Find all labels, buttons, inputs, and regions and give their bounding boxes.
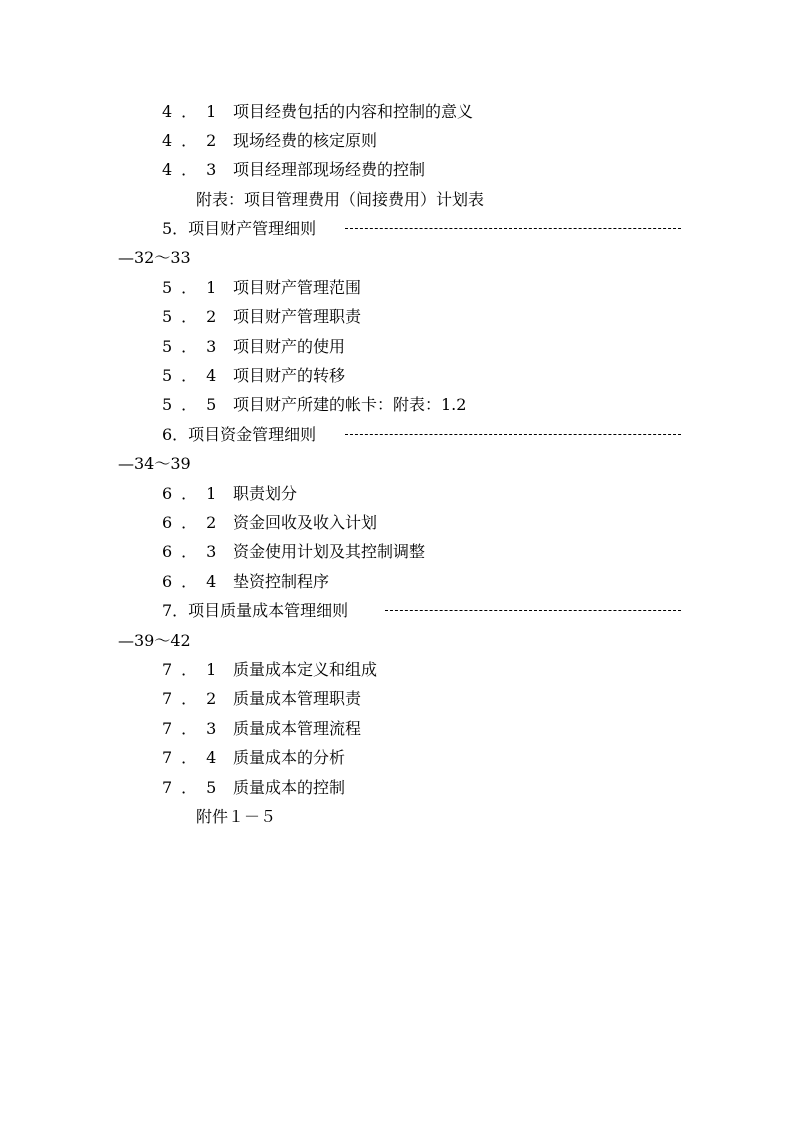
toc-item-number: 7．3: [162, 719, 226, 738]
toc-item-number: 5．2: [162, 307, 226, 326]
toc-item-text: 项目财产的使用: [233, 337, 346, 356]
toc-page-range: —39～42: [118, 631, 191, 650]
toc-item-number: 7．5: [162, 778, 226, 797]
toc-item-text: 质量成本的控制: [233, 778, 346, 797]
toc-item-text: 项目财产管理职责: [233, 307, 362, 326]
toc-item-number: 6．1: [162, 484, 226, 503]
toc-item-text: 项目经理部现场经费的控制: [233, 160, 426, 179]
toc-page-range: —32～33: [118, 248, 191, 267]
toc-item-text: 垫资控制程序: [233, 572, 330, 591]
toc-item-number: 6．2: [162, 513, 226, 532]
toc-item-number: 5．3: [162, 337, 226, 356]
toc-item-text: 项目财产的转移: [233, 366, 346, 385]
toc-item-text: 质量成本管理职责: [233, 689, 362, 708]
toc-note-text: 附表：项目管理费用（间接费用）计划表: [196, 190, 485, 209]
toc-item-number: 7．4: [162, 748, 226, 767]
toc-section-title: 7．项目质量成本管理细则: [162, 601, 349, 620]
toc-item-number: 4．1: [162, 102, 226, 121]
toc-leader-line: [385, 610, 681, 611]
toc-item-text: 项目财产管理范围: [233, 278, 362, 297]
toc-item-text: 质量成本的分析: [233, 748, 346, 767]
toc-leader-line: [345, 228, 681, 229]
toc-item-number: 5．5: [162, 395, 226, 414]
toc-page-range: —34～39: [118, 454, 191, 473]
toc-note-text: 附件１－５: [196, 807, 277, 826]
toc-item-text: 现场经费的核定原则: [233, 131, 378, 150]
toc-item-number: 7．2: [162, 689, 226, 708]
toc-item-text: 职责划分: [233, 484, 298, 503]
toc-item-text: 质量成本管理流程: [233, 719, 362, 738]
toc-item-text: 资金使用计划及其控制调整: [233, 542, 426, 561]
toc-item-text: 项目财产所建的帐卡：附表：1.2: [233, 395, 467, 414]
toc-item-number: 6．3: [162, 542, 226, 561]
toc-item-text: 质量成本定义和组成: [233, 660, 378, 679]
toc-item-number: 4．3: [162, 160, 226, 179]
toc-item-number: 7．1: [162, 660, 226, 679]
toc-item-number: 5．1: [162, 278, 226, 297]
toc-item-text: 项目经费包括的内容和控制的意义: [233, 102, 474, 121]
toc-section-title: 6．项目资金管理细则: [162, 425, 317, 444]
toc-item-number: 4．2: [162, 131, 226, 150]
toc-item-number: 6．4: [162, 572, 226, 591]
toc-leader-line: [345, 434, 681, 435]
toc-section-title: 5．项目财产管理细则: [162, 219, 317, 238]
toc-item-text: 资金回收及收入计划: [233, 513, 378, 532]
toc-item-number: 5．4: [162, 366, 226, 385]
